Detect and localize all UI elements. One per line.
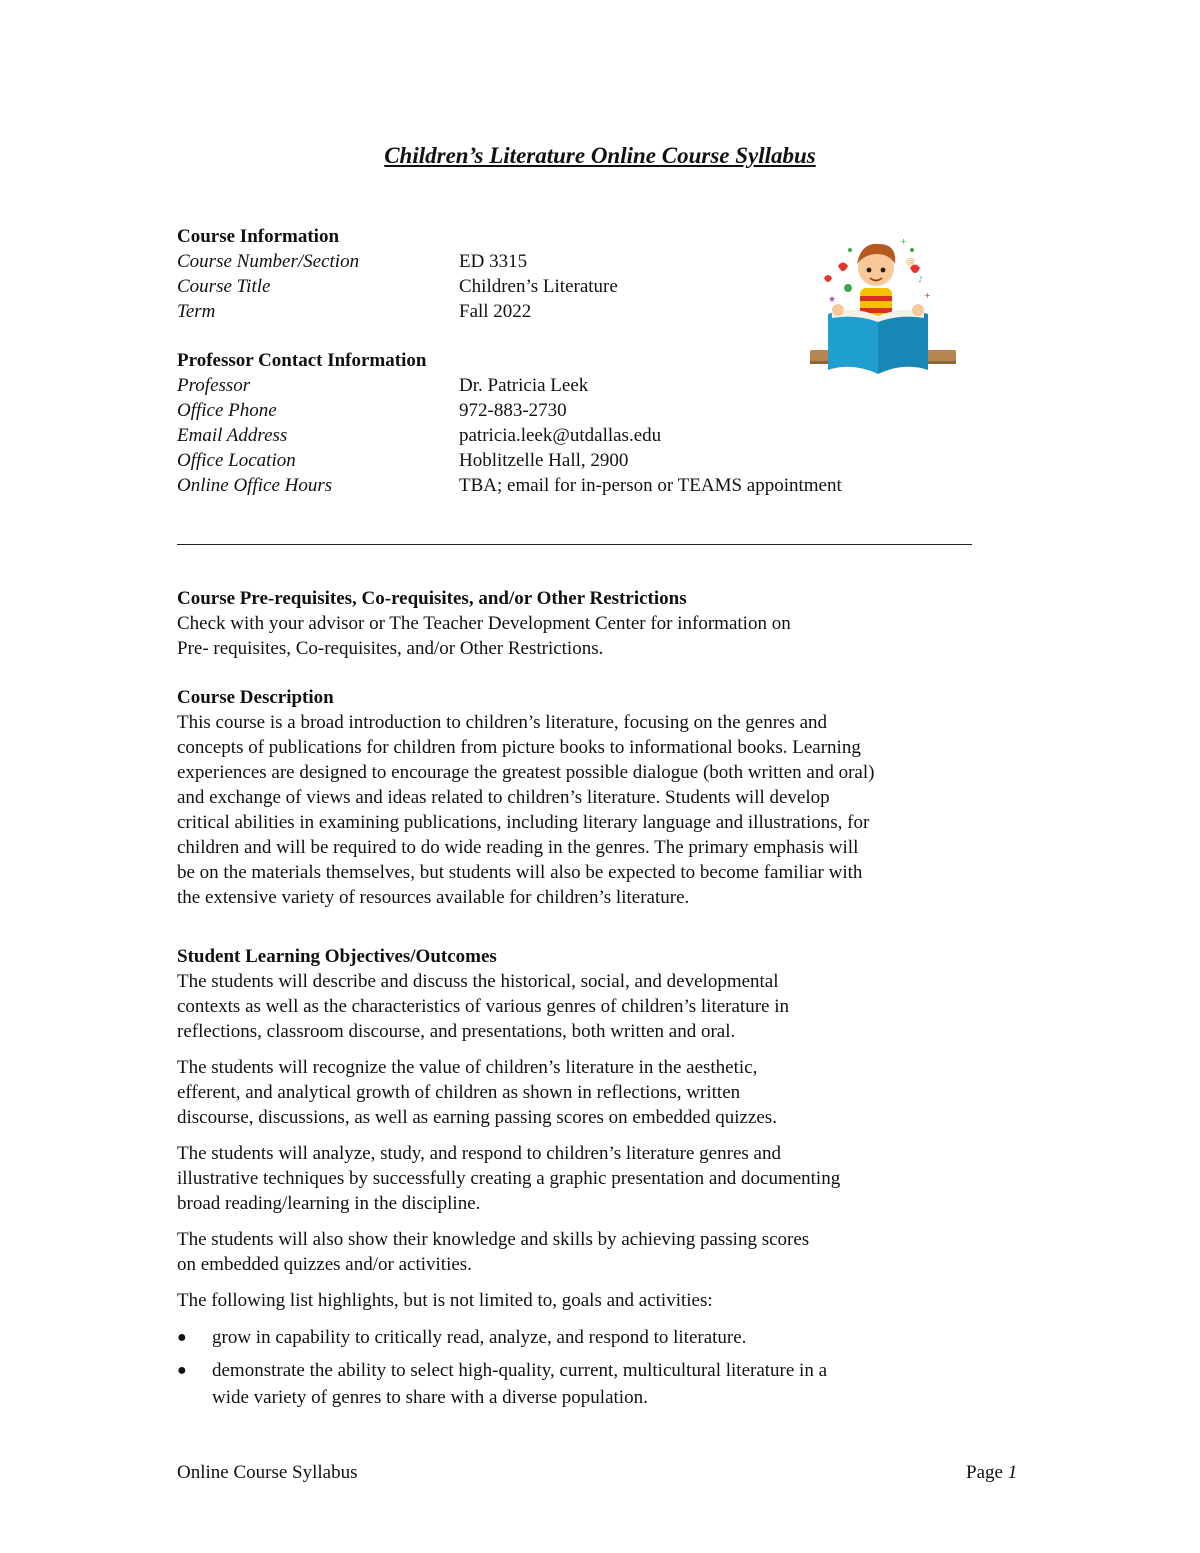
info-label: Office Phone bbox=[177, 400, 277, 421]
objective-paragraph bbox=[177, 1055, 840, 1130]
info-row bbox=[177, 448, 842, 473]
bullet-icon: ● bbox=[177, 1362, 187, 1379]
objective-line: The students will also show their knowledge and skills by achieving passing scores bbox=[177, 1229, 810, 1250]
list-item bbox=[177, 1324, 840, 1351]
book-cover-left bbox=[828, 311, 878, 374]
info-value: 972-883-2730 bbox=[459, 400, 567, 421]
info-label: Course Number/Section bbox=[177, 251, 360, 272]
info-row bbox=[177, 473, 842, 498]
footer-label: Online Course Syllabus bbox=[177, 1462, 358, 1483]
list-item bbox=[177, 1357, 840, 1411]
objective-line: The students will analyze, study, and respond to children’s literature genres and bbox=[177, 1143, 781, 1164]
svg-text:★: ★ bbox=[828, 295, 837, 305]
objective-line: illustrative techniques by successfully creating a graphic presentation and documenting bbox=[177, 1168, 841, 1189]
svg-text:@: @ bbox=[906, 257, 915, 267]
goals-list bbox=[177, 1324, 840, 1411]
prerequisites-section bbox=[177, 586, 791, 661]
info-value: Dr. Patricia Leek bbox=[459, 375, 589, 396]
email-link[interactable]: patricia.leek@utdallas.edu bbox=[459, 425, 662, 446]
course-description-heading: Course Description bbox=[177, 687, 334, 708]
list-item-line: demonstrate the ability to select high-quality, current, multicultural literature in a bbox=[212, 1360, 828, 1381]
info-label: Term bbox=[177, 301, 216, 322]
course-information-section bbox=[177, 224, 618, 324]
info-row bbox=[177, 373, 842, 398]
info-label: Online Office Hours bbox=[177, 475, 333, 496]
objective-line: efferent, and analytical growth of children as shown in reflections, written bbox=[177, 1082, 741, 1103]
info-row bbox=[177, 423, 842, 448]
objective-paragraph bbox=[177, 1227, 840, 1277]
description-line: This course is a broad introduction to children’s literature, focusing on the genres and bbox=[177, 712, 828, 733]
info-label: Office Location bbox=[177, 450, 296, 471]
document-title: Children’s Literature Online Course Syllabus bbox=[384, 143, 816, 168]
professor-contact-section bbox=[177, 348, 842, 498]
list-item-line: wide variety of genres to share with a diverse population. bbox=[212, 1387, 648, 1408]
description-line: and exchange of views and ideas related to children’s literature. Students will develop bbox=[177, 787, 830, 808]
info-label: Course Title bbox=[177, 276, 271, 297]
info-row bbox=[177, 274, 618, 299]
svg-text:+: + bbox=[924, 291, 931, 300]
info-label: Professor bbox=[177, 375, 251, 396]
professor-contact-heading: Professor Contact Information bbox=[177, 350, 427, 371]
child-reading-book-illustration bbox=[810, 236, 960, 380]
info-row bbox=[177, 249, 618, 274]
objective-line: reflections, classroom discourse, and presentations, both written and oral. bbox=[177, 1021, 736, 1042]
learning-objectives-heading: Student Learning Objectives/Outcomes bbox=[177, 946, 497, 967]
info-row bbox=[177, 398, 842, 423]
description-line: children and will be required to do wide reading in the genres. The primary emphasis will bbox=[177, 837, 859, 858]
description-line: be on the materials themselves, but students will also be expected to become familiar with bbox=[177, 862, 863, 883]
description-line: critical abilities in examining publications, including literary language and illustrations, for bbox=[177, 812, 870, 833]
course-information-heading: Course Information bbox=[177, 226, 340, 247]
info-label: Email Address bbox=[177, 425, 288, 446]
objective-line: broad reading/learning in the discipline. bbox=[177, 1193, 481, 1214]
book-cover-right bbox=[878, 311, 928, 374]
svg-text:+: + bbox=[900, 237, 907, 246]
learning-objectives-section bbox=[177, 944, 840, 1417]
prerequisites-line: Check with your advisor or The Teacher Development Center for information on bbox=[177, 613, 791, 634]
info-value: Fall 2022 bbox=[459, 301, 532, 322]
objective-line: The students will recognize the value of children’s literature in the aesthetic, bbox=[177, 1057, 758, 1078]
description-line: the extensive variety of resources available for children’s literature. bbox=[177, 887, 690, 908]
info-value: ED 3315 bbox=[459, 251, 528, 272]
prerequisites-heading: Course Pre-requisites, Co-requisites, and/or Other Restrictions bbox=[177, 588, 687, 609]
objective-line: The students will describe and discuss the historical, social, and developmental bbox=[177, 971, 779, 992]
objective-paragraph bbox=[177, 1288, 840, 1313]
horizontal-divider bbox=[177, 544, 972, 545]
list-item-line: grow in capability to critically read, analyze, and respond to literature. bbox=[212, 1327, 747, 1348]
objective-line: contexts as well as the characteristics of various genres of children’s literature in bbox=[177, 996, 789, 1017]
svg-text:♪: ♪ bbox=[918, 275, 924, 284]
page-number-value: 1 bbox=[1007, 1462, 1018, 1483]
info-value: Hoblitzelle Hall, 2900 bbox=[459, 450, 629, 471]
page-label: Page bbox=[966, 1462, 1003, 1483]
objective-line: The following list highlights, but is not limited to, goals and activities: bbox=[177, 1290, 713, 1311]
prerequisites-line: Pre- requisites, Co-requisites, and/or Other Restrictions. bbox=[177, 638, 604, 659]
objective-paragraph bbox=[177, 1141, 840, 1216]
objective-paragraph bbox=[177, 969, 840, 1044]
bullet-icon: ● bbox=[177, 1329, 187, 1346]
info-value: Children’s Literature bbox=[459, 276, 618, 297]
description-line: experiences are designed to encourage the greatest possible dialogue (both written and oral) bbox=[177, 762, 875, 783]
info-row bbox=[177, 299, 618, 324]
course-description-section bbox=[177, 685, 874, 910]
info-value: TBA; email for in-person or TEAMS appointment bbox=[459, 475, 842, 496]
description-line: concepts of publications for children from picture books to informational books. Learning bbox=[177, 737, 861, 758]
page-number bbox=[966, 1460, 1017, 1485]
objective-line: on embedded quizzes and/or activities. bbox=[177, 1254, 472, 1275]
objective-line: discourse, discussions, as well as earning passing scores on embedded quizzes. bbox=[177, 1107, 777, 1128]
